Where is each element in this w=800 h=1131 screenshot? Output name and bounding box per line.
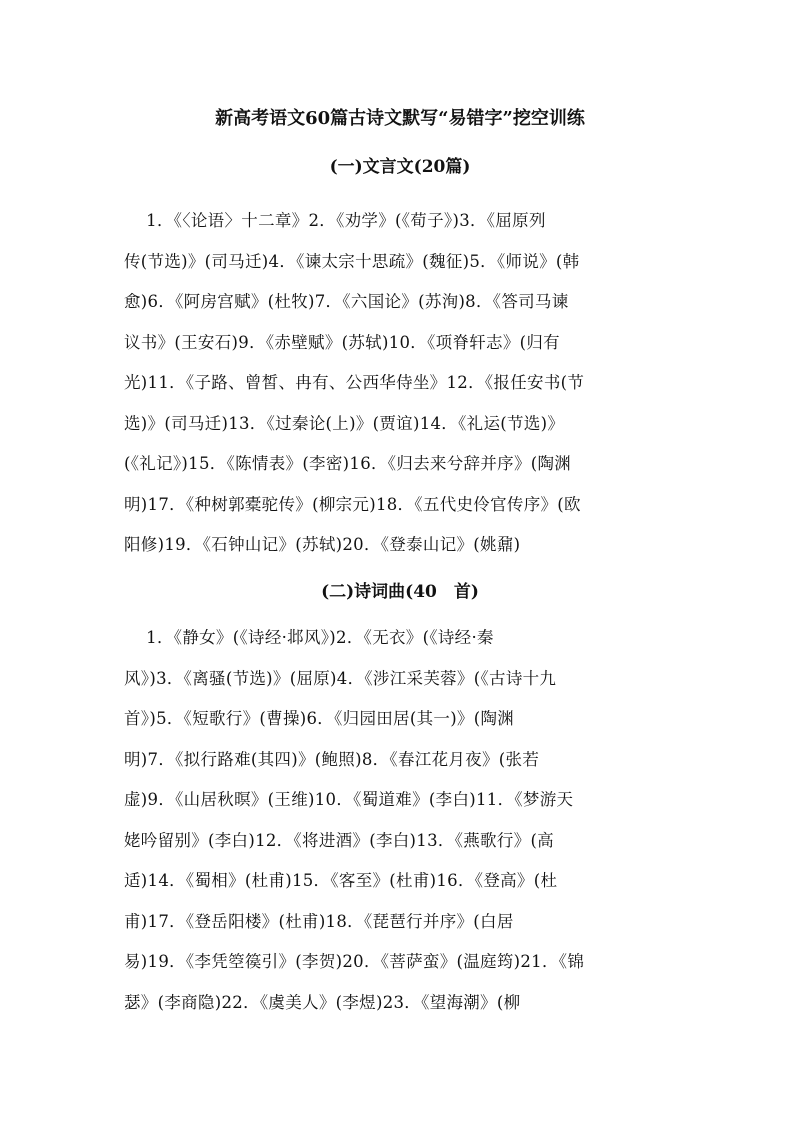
section-heading-poetry: (二)诗词曲(40 首) — [321, 582, 479, 602]
paragraph-line: 姥吟留别》(李白)12．《将进酒》(李白)13．《燕歌行》(高 — [124, 830, 554, 850]
paragraph-line: 选)》(司马迁)13．《过秦论(上)》(贾谊)14．《礼运(节选)》 — [124, 413, 565, 433]
paragraph-line: 阳修)19．《石钟山记》(苏轼)20．《登泰山记》(姚鼐) — [124, 535, 521, 554]
paragraph-line: 光)11．《子路、曾皙、冉有、公西华侍坐》12．《报任安书(节 — [124, 373, 585, 392]
paragraph-line: 易)19．《李凭箜篌引》(李贺)20．《菩萨蛮》(温庭筠)21．《锦 — [124, 952, 585, 971]
section-heading-prose: (一)文言文(20篇) — [329, 157, 471, 177]
paragraph-line: 愈)6．《阿房宫赋》(杜牧)7．《六国论》(苏洵)8．《答司马谏 — [124, 292, 569, 311]
document-title: 新高考语文60篇古诗文默写“易错字”挖空训练 — [215, 108, 585, 129]
paragraph-line: (《礼记》)15．《陈情表》(李密)16．《归去来兮辞并序》(陶渊 — [124, 454, 572, 473]
paragraph-line: 风》)3．《离骚(节选)》(屈原)4．《涉江采芙蓉》(《古诗十九 — [124, 668, 557, 688]
paragraph-line: 1．《〈论语〉十二章》2．《劝学》(《荀子》)3．《屈原列 — [124, 211, 546, 230]
poetry-list-paragraph — [124, 618, 680, 1023]
paragraph-line: 虚)9．《山居秋暝》(王维)10．《蜀道难》(李白)11．《梦游天 — [124, 790, 574, 809]
prose-list-paragraph — [124, 201, 680, 566]
paragraph-line: 甫)17．《登岳阳楼》(杜甫)18．《琵琶行并序》(白居 — [124, 911, 514, 931]
paragraph-line: 适)14．《蜀相》(杜甫)15．《客至》(杜甫)16．《登高》(杜 — [124, 871, 558, 890]
paragraph-line: 明)7．《拟行路难(其四)》(鲍照)8．《春江花月夜》(张若 — [124, 749, 540, 769]
paragraph-line: 瑟》(李商隐)22．《虞美人》(李煜)23．《望海潮》(柳 — [124, 992, 521, 1012]
paragraph-line: 传(节选)》(司马迁)4．《谏太宗十思疏》(魏征)5．《师说》(韩 — [124, 251, 580, 271]
paragraph-line: 首》)5．《短歌行》(曹操)6．《归园田居(其一)》(陶渊 — [124, 709, 515, 728]
paragraph-line: 明)17．《种树郭橐驼传》(柳宗元)18．《五代史伶官传序》(欧 — [124, 494, 581, 514]
paragraph-line: 议书》(王安石)9．《赤壁赋》(苏轼)10．《项脊轩志》(归有 — [124, 332, 560, 352]
paragraph-line: 1．《静女》(《诗经·邶风》)2．《无衣》(《诗经·秦 — [124, 628, 494, 647]
